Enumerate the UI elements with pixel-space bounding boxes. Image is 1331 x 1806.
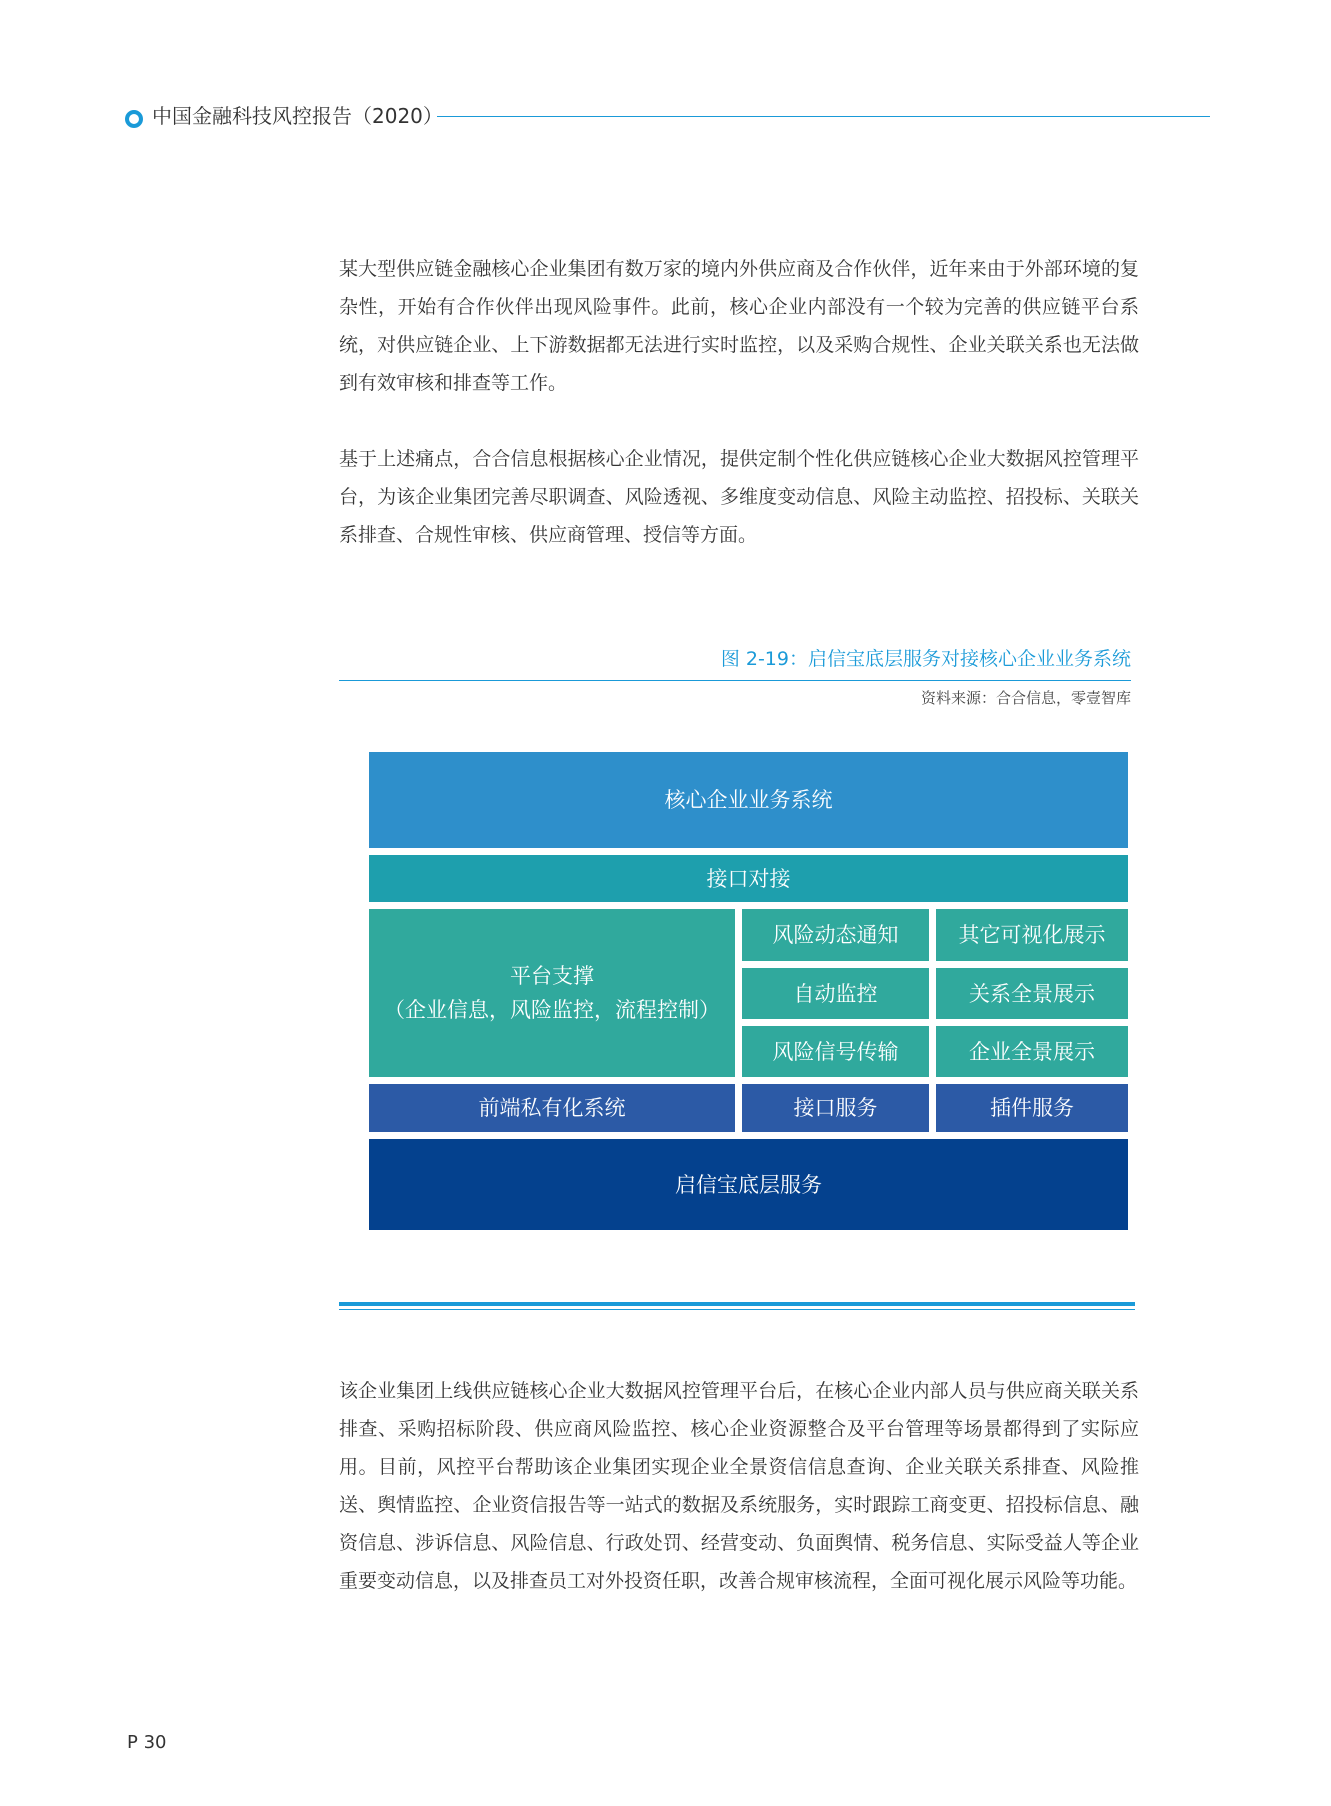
- figure-caption-divider: [339, 680, 1131, 681]
- platform-support-block: [369, 909, 735, 1077]
- module-enterprise-panorama: 企业全景展示: [936, 1026, 1128, 1077]
- solution-paragraph: 基于上述痛点，合合信息根据核心企业情况，提供定制个性化供应链核心企业大数据风控管理平台，为该企业集团完善尽职调查、风险透视、多维度变动信息、风险主动监控、招投标、关联关系排查、合规性审核、供应商管理、授信等方面。: [339, 448, 1139, 546]
- platform-title: 平台支撑: [510, 964, 594, 988]
- qixinbao-base-service-block: 启信宝底层服务: [369, 1139, 1128, 1230]
- circle-bullet-icon: [125, 110, 143, 128]
- service-plugin: 插件服务: [936, 1084, 1128, 1132]
- figure-caption: 图 2-19：启信宝底层服务对接核心企业业务系统: [720, 648, 1131, 670]
- figure-bottom-rule: [339, 1302, 1135, 1306]
- outcome-paragraph: 该企业集团上线供应链核心企业大数据风控管理平台后，在核心企业内部人员与供应商关联关系排查、采购招标阶段、供应商风险监控、核心企业资源整合及平台管理等场景都得到了实际应用。目前，风控平台帮助该企业集团实现企业全景资信信息查询、企业关联关系排查、风险推送、舆情监控、企业资信报告等一站式的数据及系统服务，实时跟踪工商变更、招投标信息、融资信息、涉诉信息、风险信息、行政处罚、经营变动、负面舆情、税务信息、实际受益人等企业重要变动信息，以及排查员工对外投资任职，改善合规审核流程，全面可视化展示风险等功能。: [339, 1380, 1139, 1592]
- page-number: P 30: [127, 1732, 167, 1753]
- core-business-system-block: 核心企业业务系统: [369, 752, 1128, 848]
- platform-subtitle: （企业信息，风险监控，流程控制）: [384, 998, 720, 1022]
- module-risk-notification: 风险动态通知: [742, 909, 929, 961]
- report-title: 中国金融科技风控报告（2020）: [152, 104, 443, 128]
- service-interface: 接口服务: [742, 1084, 929, 1132]
- service-frontend-private: 前端私有化系统: [369, 1084, 735, 1132]
- page-header: [125, 100, 1210, 134]
- figure-source: 资料来源：合合信息，零壹智库: [920, 689, 1131, 707]
- module-relationship-panorama: 关系全景展示: [936, 968, 1128, 1019]
- header-divider: [437, 116, 1210, 117]
- intro-paragraph: 某大型供应链金融核心企业集团有数万家的境内外供应商及合作伙伴，近年来由于外部环境的复杂性，开始有合作伙伴出现风险事件。此前，核心企业内部没有一个较为完善的供应链平台系统，对供应链企业、上下游数据都无法进行实时监控，以及采购合规性、企业关联关系也无法做到有效审核和排查等工作。: [339, 258, 1139, 394]
- interface-connect-block: 接口对接: [369, 855, 1128, 902]
- module-other-visualization: 其它可视化展示: [936, 909, 1128, 961]
- module-risk-signal: 风险信号传输: [742, 1026, 929, 1077]
- figure-bottom-rule-thin: [339, 1309, 1135, 1310]
- module-auto-monitoring: 自动监控: [742, 968, 929, 1019]
